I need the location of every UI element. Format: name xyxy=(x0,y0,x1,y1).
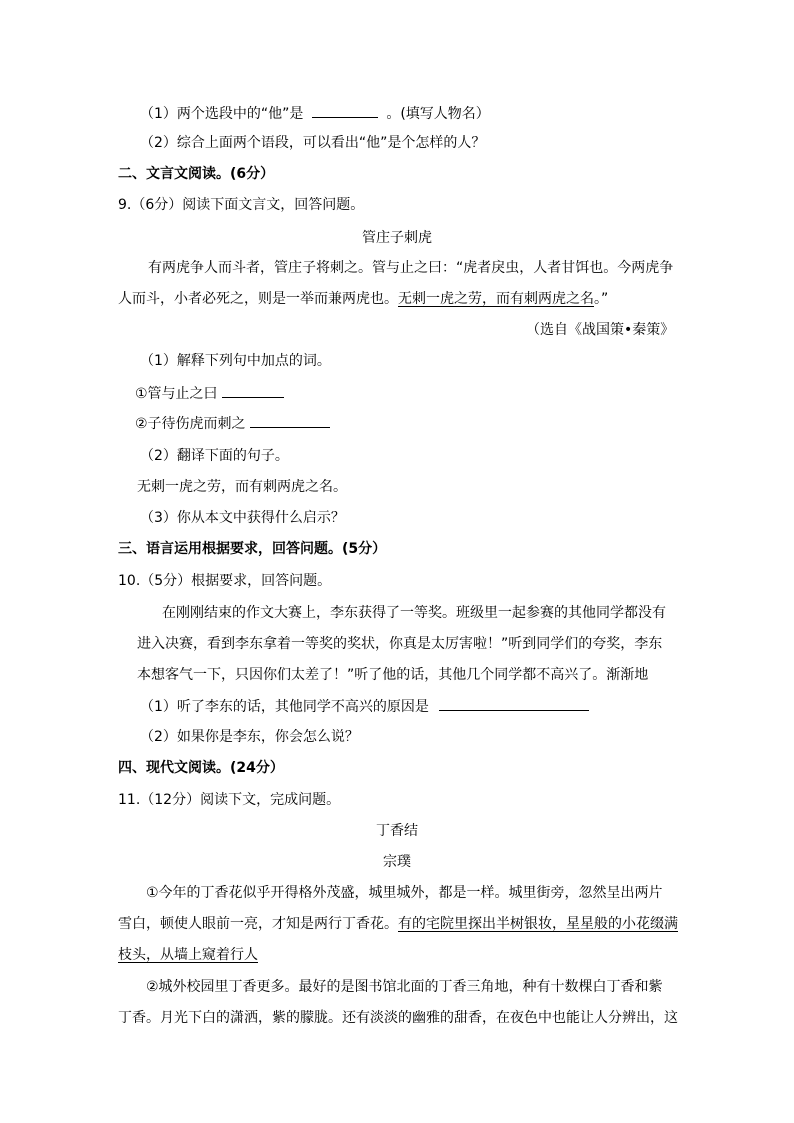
q9-stem: 9.（6分）阅读下面文言文，回答问题。 xyxy=(118,197,365,213)
q11-stem: 11.（12分）阅读下文，完成问题。 xyxy=(118,792,341,808)
q10-sub2: （2）如果你是李东，你会怎么说？ xyxy=(140,729,359,745)
q8-sub1 xyxy=(140,103,490,124)
q9-sub2: （2）翻译下面的句子。 xyxy=(140,448,289,464)
q8-sub2: （2）综合上面两个语段，可以看出“他”是个怎样的人？ xyxy=(140,135,486,151)
q9-item-1-text: ①管与止之曰 xyxy=(135,386,218,402)
q9-item-2 xyxy=(135,413,330,434)
article-underlined-1: 有的宅院里探出半树银妆，星星般的小花缀满 xyxy=(398,916,678,932)
q10-stem: 10.（5分）根据要求，回答问题。 xyxy=(118,573,332,589)
q9-item-2-text: ②子待伤虎而刺之 xyxy=(135,416,246,432)
article-underlined-2: 枝头，从墙上窥着行人 xyxy=(118,947,258,963)
q8-sub1-text: （1）两个选段中的“他”是 xyxy=(140,106,304,122)
section-2-heading: 二、文言文阅读。(6分） xyxy=(118,166,275,182)
q9-sentence: 无刺一虎之劳，而有刺两虎之名。 xyxy=(137,479,347,495)
article-author: 宗璞 xyxy=(383,854,411,870)
passage-title: 管庄子刺虎 xyxy=(362,230,432,246)
passage-line-2 xyxy=(118,289,608,309)
article-line-5: 丁香。月光下白的潇洒，紫的朦胧。还有淡淡的幽雅的甜香，在夜色中也能让人分辨出，这 xyxy=(118,1010,678,1026)
q10-sub1-text: （1）听了李东的话，其他同学不高兴的原因是 xyxy=(140,699,429,715)
q9-item-1 xyxy=(135,383,284,404)
q10-passage-line-3: 本想客气一下，只因你们太差了！”听了他的话，其他几个同学都不高兴了。渐渐地 xyxy=(137,667,649,683)
section-3-heading: 三、语言运用根据要求，回答问题。(5分） xyxy=(118,541,387,557)
q10-passage-line-2: 进入决赛，看到李东拿着一等奖的奖状，你真是太厉害啦！”听到同学们的夸奖，李东 xyxy=(137,636,663,652)
article-line-4: ②城外校园里丁香更多。最好的是图书馆北面的丁香三角地，种有十数棵白丁香和紫 xyxy=(146,979,663,995)
q9-item-2-blank[interactable] xyxy=(250,413,330,428)
q9-sub1: （1）解释下列句中加点的词。 xyxy=(140,353,331,369)
q10-sub1-blank[interactable] xyxy=(439,696,589,711)
passage-line-2-text: 人而斗，小者必死之，则是一举而兼两虎也。 xyxy=(118,291,398,307)
q8-sub1-hint: 。(填写人物名） xyxy=(386,106,490,122)
passage-line-2-end: 。” xyxy=(594,291,609,307)
section-4-heading: 四、现代文阅读。(24分） xyxy=(118,760,284,776)
q10-passage-line-1: 在刚刚结束的作文大赛上，李东获得了一等奖。班级里一起参赛的其他同学都没有 xyxy=(162,605,666,621)
article-line-3 xyxy=(118,945,258,965)
article-line-1: ①今年的丁香花似乎开得格外茂盛，城里城外，都是一样。城里街旁，忽然呈出两片 xyxy=(146,885,663,901)
underlined-sentence: 无刺一虎之劳，而有刺两虎之名 xyxy=(398,291,594,307)
q9-item-1-blank[interactable] xyxy=(222,383,284,398)
article-line-2 xyxy=(118,914,678,934)
q8-sub1-blank[interactable] xyxy=(312,103,378,118)
passage-line-1: 有两虎争人而斗者，管庄子将刺之。管与止之曰：“虎者戾虫，人者甘饵也。今两虎争 xyxy=(148,260,674,276)
article-line-2-text: 雪白，顿使人眼前一亮，才知是两行丁香花。 xyxy=(118,916,398,932)
passage-source: （选自《战国策•秦策》 xyxy=(526,322,675,338)
q10-sub1 xyxy=(140,696,589,717)
article-title: 丁香结 xyxy=(376,823,418,839)
q9-sub3: （3）你从本文中获得什么启示？ xyxy=(140,510,345,526)
